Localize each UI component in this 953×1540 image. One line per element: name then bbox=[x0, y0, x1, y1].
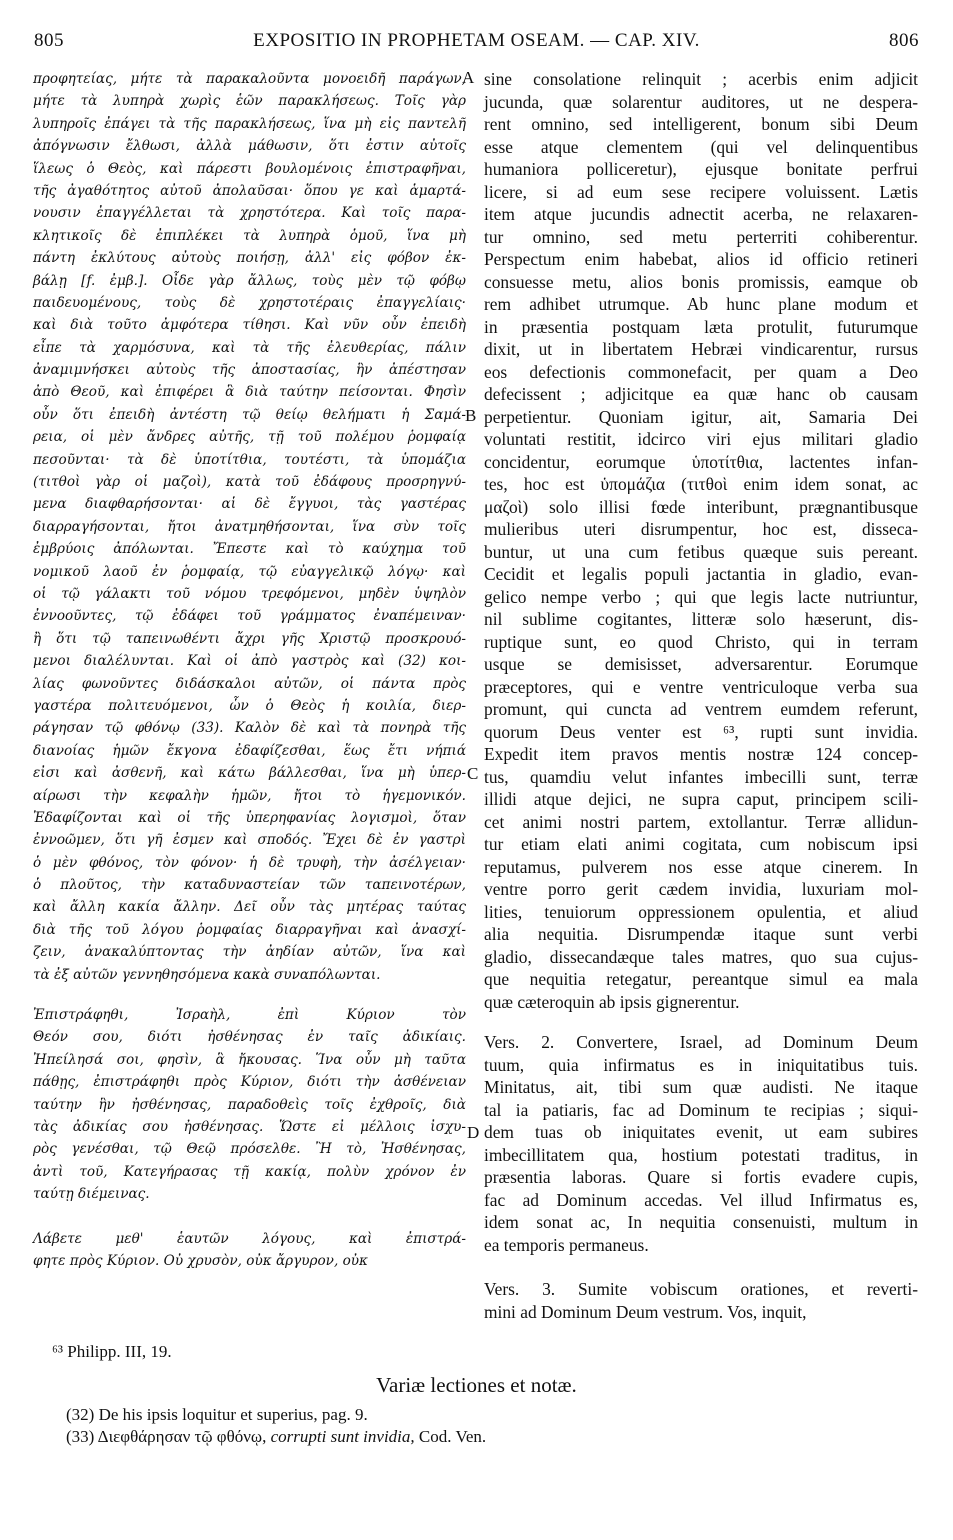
text-line: tus, quamdiu velut infantes imbecilli sunt, terræ bbox=[484, 766, 918, 787]
note-33-latin: corrupti sunt invidia, bbox=[270, 1427, 415, 1446]
text-line: ρὸς γενέσθαι, τῷ Θεῷ πρόσελθε. Ἢ τὸ, Ἠσθένησας, bbox=[33, 1141, 466, 1158]
text-line: Minitatus, ait, tibi sum quæ audisti. Ne itaque bbox=[484, 1077, 918, 1097]
text-line: defecissent ; adjicitque ea quæ hanc ob causam bbox=[484, 384, 918, 404]
text-line: διανοίας ἡμῶν ἔκγονα ἐδαφίζεσθαι, ἕως ἔτι νήπιά bbox=[33, 742, 466, 759]
text-line: tuum, quia infirmatus es in iniquitatibus tuis. bbox=[484, 1054, 918, 1075]
text-line: consuesse metu, alios bonis promissis, eamque ob bbox=[484, 271, 918, 292]
text-line: idem sonat ac, In nequitia consenuisti, multum in bbox=[484, 1212, 918, 1232]
text-line: Vers. 3. Sumite vobiscum orationes, et reverti- bbox=[484, 1279, 918, 1299]
text-line: νουσιν ἐπαγγέλλεται τὰ χρηστότερα. Καὶ τοῖς παρα- bbox=[33, 205, 466, 222]
text-line: ὁ μὲν φθόνος, τὸν φόνον· ἡ δὲ τρυφὴ, τὴν ἀσέλγειαν· bbox=[33, 854, 466, 871]
text-line: rent omnino, sed intelligerent, bonum sibi Deum bbox=[484, 114, 918, 134]
latin_column-para3 bbox=[484, 1278, 918, 1323]
margin-marker-c: C bbox=[467, 764, 479, 783]
text-line: οὖν ὅτι ἐπειδὴ ἀντέστη τῷ θείῳ θελήματι ἡ Σαμά- bbox=[33, 406, 466, 423]
text-line: διαρραγήσονται, ἤτοι ἀνατμηθήσονται, ἵνα σὺν τοῖς bbox=[33, 518, 466, 535]
text-line: perpetientur. Quoniam igitur, ait, Samaria Dei bbox=[484, 406, 918, 427]
text-line: voluntati restitit, idcirco viri ejus militari gladio bbox=[484, 429, 918, 449]
text-line: usque se demisisset, adversarentur. Eorumque bbox=[484, 654, 918, 674]
text-line: ἢ ὅτι τῷ ταπεινωθέντι ἄχρι γῆς Χριστῷ προσκρουό- bbox=[33, 630, 466, 647]
text-line: tur omnino, sed metu perterriti cohiberentur. bbox=[484, 226, 918, 247]
note-32: (32) De his ipsis loquitur et superius, pag. 9. bbox=[66, 1405, 368, 1424]
text-line: ταύτην ἣν ἠσθένησας, παραδοθεὶς τοῖς ἐχθροῖς, διὰ bbox=[33, 1096, 466, 1113]
text-line: Θεόν σου, διότι ἠσθένησας ἐν ταῖς ἀδικίαις. bbox=[33, 1029, 466, 1046]
text-line: ὁ πλοῦτος, τὴν καταδυναστείαν τῶν ταπεινοτέρων, bbox=[33, 877, 466, 894]
text-line: γαστέρα πολιτευόμενοι, ὧν ὁ Θεὸς ἡ κοιλία, διερ- bbox=[33, 697, 466, 714]
text-line: λυπηροῖς ἐπάγει τὰ τῆς παρακλήσεως, ἵνα μὴ εἰς παντελῆ bbox=[33, 115, 466, 132]
text-line: Λάβετε μεθ' ἑαυτῶν λόγους, καὶ ἐπιστρά- bbox=[33, 1230, 466, 1247]
variae-lectiones-title: Variæ lectiones et notæ. bbox=[376, 1373, 577, 1397]
text-line: ἐμβρύοις ἀπόλωνται. Ἔπεστε καὶ τὸ καύχημα τοῦ bbox=[33, 541, 466, 558]
text-line: ἀναμιμνήσκει αὐτοὺς τῆς ἀποστασίας, ἣν ἀπέστησαν bbox=[33, 362, 466, 379]
text-line: concidentur, eorumque ὑποτίτθια, lactentes infan- bbox=[484, 451, 918, 472]
text-line: Vers. 2. Convertere, Israel, ad Dominum Deum bbox=[484, 1032, 918, 1052]
greek_column-para2 bbox=[33, 1004, 466, 1206]
text-line: in præsentia postquam læta protulit, futurumque bbox=[484, 316, 918, 337]
text-line: μενα διαφθαρήσονται· αἱ δὲ ἔγγυοι, τὰς γαστέρας bbox=[33, 496, 466, 513]
text-line: καὶ ἄλλη κακία ἄλλην. Δεῖ οὖν τὰς μητέρας ταύτας bbox=[33, 899, 466, 916]
text-line: κλητικοῖς δὲ ἐπιπλέκει τὰ λυπηρὰ ὁμοῦ, ἵνα μὴ bbox=[33, 227, 466, 244]
text-line: βάλῃ [f. ἐμβ.]. Οἶδε γὰρ ἄλλως, τοὺς μὲν τῷ φόβῳ bbox=[33, 272, 466, 289]
greek-column bbox=[33, 68, 466, 1272]
paragraph-gap bbox=[33, 1206, 466, 1228]
text-line: ἵλεως ὁ Θεὸς, καὶ πάρεστι βουλομένοις ἐπιστραφῆναι, bbox=[33, 160, 466, 177]
paragraph-gap bbox=[33, 986, 466, 1004]
text-line: ρεια, οἱ μὲν ἄνδρες αὐτῆς, τῇ τοῦ πολέμου ῥομφαίᾳ bbox=[33, 429, 466, 446]
latin_column-para1 bbox=[484, 68, 918, 1013]
text-line: promunt, qui cuncta ad ventrem eumdem referunt, bbox=[484, 699, 918, 719]
text-line: παιδευομένους, τοὺς δὲ χρηστοτέραις ἐπαγγελίαις· bbox=[33, 294, 466, 311]
text-line: προφητείας, μήτε τὰ παρακαλοῦντα μονοειδῆ παράγων, bbox=[33, 71, 466, 87]
text-line: licere, si ad eum sese recipere voluissent. Lætis bbox=[484, 181, 918, 202]
text-line: reputamus, pulverem nos esse atque cinerem. In bbox=[484, 856, 918, 877]
text-line: εἶπε τὰ χαρμόσυνα, καὶ τὰ τῆς ἐλευθερίας, πάλιν bbox=[33, 339, 466, 356]
text-line: humaniora pollicеretur), ejusque bonitate perfrui bbox=[484, 159, 918, 179]
text-line: rem adhibet utrumque. Ab hunc plane modum et bbox=[484, 294, 918, 314]
paragraph-gap bbox=[484, 1256, 918, 1278]
text-line: ruptique sunt, eo quod Christo, qui in terram bbox=[484, 631, 918, 652]
text-line: ἐννοῶμεν, ὅτι γῆ ἐσμεν καὶ σποδός. Ἔχει δὲ ἐν γαστρὶ bbox=[33, 832, 466, 849]
text-line: mulieribus uteri disrumpentur, hoc est, disseca- bbox=[484, 519, 918, 539]
text-line: sine consolatione relinquit ; acerbis enim adjicit bbox=[484, 69, 918, 89]
text-line: πάθῃς, ἐπιστράφηθι πρὸς Κύριον, διότι τὴν ἀσθένειαν bbox=[33, 1074, 466, 1091]
text-line: τὰς ἀδικίας σου ἠσθένησας. Ὥστε εἰ μέλλοις ἰσχυ- bbox=[33, 1118, 466, 1135]
text-line: ἀπὸ Θεοῦ, καὶ ἐπιφέρει ἃ διὰ ταύτην πείσονται. Φησὶν bbox=[33, 384, 466, 401]
latin_column-para2 bbox=[484, 1031, 918, 1256]
text-line: buntur, ut una cum fetibus quæque suis pereant. bbox=[484, 541, 918, 562]
text-line: cet animi nostri partem, extollantur. Terræ allidun- bbox=[484, 811, 918, 832]
note-33-greek: (33) Διεφθάρησαν τῷ φθόνῳ, bbox=[66, 1427, 267, 1446]
note-33-source: Cod. Ven. bbox=[418, 1427, 487, 1446]
text-line: τῆς ἀγαθότητος αὐτοῦ ἀπολαῦσαι· ὅπου γε καὶ ἁμαρτά- bbox=[33, 182, 466, 199]
variae-notes bbox=[66, 1404, 486, 1448]
text-line: μήτε τὰ λυπηρὰ χωρὶς ἑῶν παρακλήσεως. Τοῖς γὰρ bbox=[33, 93, 466, 110]
paragraph-gap bbox=[484, 1013, 918, 1031]
page-number-right: 806 bbox=[889, 30, 919, 51]
text-line: tur etiam elati animi cogitata, cum nobiscum ipsi bbox=[484, 834, 918, 854]
latin-column bbox=[484, 68, 918, 1323]
text-line: αίρωσι τὴν κεφαλὴν ἡμῶν, ἤτοι τὸ ἡγεμονικόν. bbox=[33, 787, 466, 804]
text-line: ἀπόγνωσιν ἔλθωσι, ἀλλὰ μάθωσιν, ὅτι ἐστιν αὐτοῖς bbox=[33, 138, 466, 155]
greek_column-para1 bbox=[33, 68, 466, 986]
text-line: item atque jucundis adnectit acerba, ne relaxaren- bbox=[484, 204, 918, 224]
text-line: μαζοὶ) solo illisi fœde interibunt, prægnantibusque bbox=[484, 496, 918, 517]
text-line: imbecillitatem qua, hostium potestati traditus, in bbox=[484, 1144, 918, 1165]
text-line: ζειν, ἀνακαλύπτοντας τὴν ἀηδίαν αὐτῶν, ἵνα καὶ bbox=[33, 944, 466, 961]
text-line: εἰσι καὶ ἀσθενῆ, καὶ κάτω βάλλεσθαι, ἵνα μὴ ὑπερ- bbox=[33, 765, 466, 782]
text-line: lities, tenuiorum oppressionem opulentia, et aliud bbox=[484, 901, 918, 922]
text-line: (τιτθοὶ γὰρ οἱ μαζοὶ), κατὰ τοῦ ἐδάφους προσρηγνύ- bbox=[33, 474, 466, 491]
text-line: mini ad Dominum Deum vestrum. Vos, inquit, bbox=[484, 1301, 807, 1322]
text-line: quæ cæteroquin ab ipsis gignerentur. bbox=[484, 991, 740, 1012]
text-line: dixit, ut in libertatem Hebræi vindicarentur, rursus bbox=[484, 339, 918, 359]
text-line: fac ad Dominum accedas. Vel illud Infirmatus es, bbox=[484, 1189, 918, 1210]
text-line: eos defectionis commonefacit, per quam a Deo bbox=[484, 361, 918, 382]
text-line: Cecidit et legalis populi jactantia in gladio, evan- bbox=[484, 564, 918, 584]
text-line: λίας φωνοῦντες διδάσκαλοι αὐτῶν, οἱ πάντα πρὸς bbox=[33, 675, 466, 692]
text-line: ventre porro gerit cædem invidia, luxuriam mol- bbox=[484, 879, 918, 899]
text-line: nil sublime cogitantes, litteræ solo hæserunt, dis- bbox=[484, 609, 918, 629]
text-line: τὰ ἐξ αὐτῶν γεννηθησόμενα κακὰ συναπόλωνται. bbox=[33, 966, 381, 983]
margin-marker-b: B bbox=[465, 406, 477, 425]
text-line: alia nequitia. Disrumpendæ itaque sunt verbi bbox=[484, 924, 918, 944]
text-line: πεσοῦνται· τὰ δὲ ὑποτίτθια, τουτέστι, τὰ ὑπομάζια bbox=[33, 451, 466, 468]
text-line: ταύτῃ διέμεινας. bbox=[33, 1186, 150, 1203]
text-line: φητε πρὸς Κύριον. Οὐ χρυσὸν, οὐκ ἄργυρον, οὐκ bbox=[33, 1252, 368, 1269]
margin-marker-d: D bbox=[467, 1123, 480, 1142]
text-line: Ἠπείλησά σοι, φησὶν, ἃ ἤκουσας. Ἵνα οὖν μὴ ταῦτα bbox=[33, 1051, 466, 1068]
text-line: ἐννοοῦντες, τῷ ἐδάφει τοῦ γράμματος ἐναπέμειναν· bbox=[33, 608, 466, 625]
text-line: esse atque clementem (qui vel delinquentibus bbox=[484, 136, 918, 157]
text-line: οἱ τῷ γάλακτι τοῦ νόμου τρεφόμενοι, μηδὲν ὑψηλὸν bbox=[33, 585, 466, 602]
text-line: illidi atque dejici, ne supra caput, principem scili- bbox=[484, 789, 918, 809]
text-line: tes, hoc est ὑπομάζια (τιτθοὶ enim idem sonat, ac bbox=[484, 474, 918, 494]
greek_column-para3 bbox=[33, 1228, 466, 1273]
text-line: Ἐδαφίζονται καὶ οἱ τῆς ὑπερηφανίας λογισμοὶ, ὅταν bbox=[33, 809, 466, 826]
note-33 bbox=[66, 1426, 486, 1448]
text-line: μενοι διαλέλυνται. Καὶ οἱ ἀπὸ γαστρὸς καὶ (32) κοι- bbox=[33, 653, 466, 670]
text-line: πάντη ἐκλύτους αὐτοὺς ποιήσῃ, ἀλλ' εἰς φόβον ἐκ- bbox=[33, 250, 466, 267]
text-line: tal ia patiaris, fac ad Dominum te recipias ; siqui- bbox=[484, 1099, 918, 1120]
text-line: ράγησαν τῷ φθόνῳ (33). Καλὸν δὲ καὶ τὰ πονηρὰ τῆς bbox=[33, 720, 466, 737]
running-title: EXPOSITIO IN PROPHETAM OSEAM. — CAP. XIV. bbox=[253, 30, 700, 51]
text-line: quorum Deus venter est ⁶³, rupti sunt invidia. bbox=[484, 721, 918, 742]
text-line: ea temporis permaneus. bbox=[484, 1234, 649, 1255]
text-line: præceptores, qui e ventre ventriculoque verba sua bbox=[484, 676, 918, 697]
text-line: Ἐπιστράφηθι, Ἰσραὴλ, ἐπὶ Κύριον τὸν bbox=[33, 1007, 466, 1024]
text-line: gladio, dissecandæque tales matres, quo sua cujus- bbox=[484, 946, 918, 967]
text-line: præsentia laboras. Quare si fortis evadere cupis, bbox=[484, 1167, 918, 1187]
text-line: ἀντὶ τοῦ, Κατεγήρασας τῇ κακίᾳ, πολὺν χρόνον ἐν bbox=[33, 1163, 466, 1180]
page-header bbox=[34, 30, 919, 54]
text-line: νομικοῦ λαοῦ ἐν ῥομφαίᾳ, τῷ εὐαγγελικῷ λόγῳ· καὶ bbox=[33, 563, 466, 580]
text-line: Perspectum enim habebat, alios id officio retineri bbox=[484, 249, 918, 269]
text-line: que nequitia retegatur, pereantque simul ea mala bbox=[484, 969, 918, 989]
page-number-left: 805 bbox=[34, 30, 64, 51]
text-line: gelico nempe verbo ; qui que legis lacte nutriuntur, bbox=[484, 586, 918, 607]
text-line: Expedit item pravos mentis nostræ 124 concep- bbox=[484, 744, 918, 764]
footnote: ⁶³ Philipp. III, 19. bbox=[52, 1342, 172, 1361]
text-line: διὰ τῆς τοῦ λόγου ῥομφαίας διαρραγῆναι καὶ ἀνασχί- bbox=[33, 921, 466, 938]
text-line: jucunda, quæ solarentur auditores, ut ne despera- bbox=[484, 91, 918, 112]
margin-marker-a: A bbox=[462, 68, 475, 87]
text-line: καὶ διὰ τοῦτο ἀμφότερα τίθησι. Καὶ νῦν οὖν ἐπειδὴ bbox=[33, 317, 466, 334]
text-line: dem tuas ob iniquitates evenit, ut eam subires bbox=[484, 1122, 918, 1142]
